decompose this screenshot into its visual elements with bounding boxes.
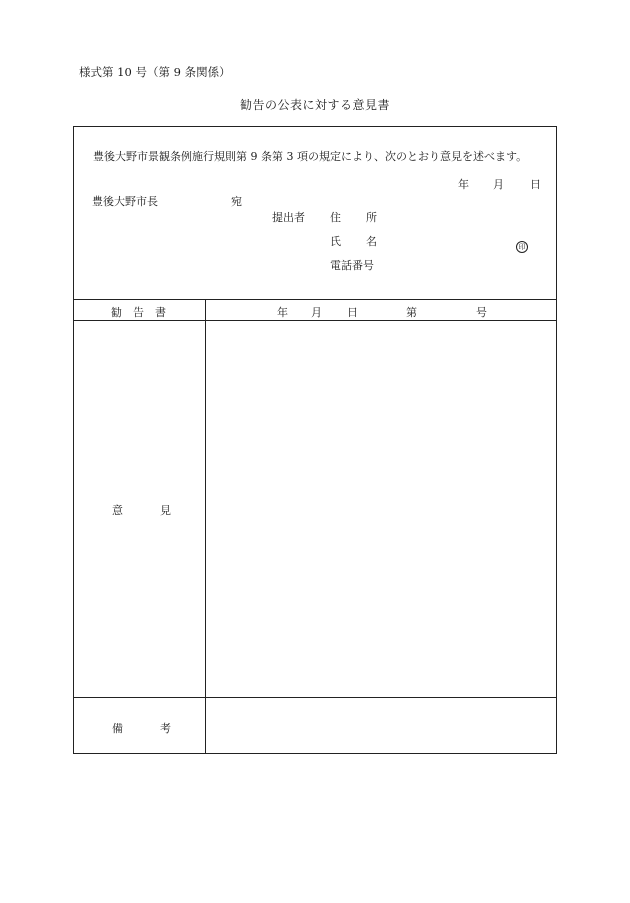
seal-icon: 印 bbox=[516, 241, 528, 253]
remarks-label-2: 考 bbox=[160, 722, 171, 735]
phone-label: 電話番号 bbox=[330, 259, 374, 272]
divider-intro bbox=[74, 299, 556, 300]
date-year: 年 bbox=[458, 178, 469, 191]
addressee: 豊後大野市長 bbox=[92, 195, 158, 208]
date-month: 月 bbox=[493, 178, 504, 191]
recommendation-no-prefix: 第 bbox=[406, 306, 417, 319]
submitter-label: 提出者 bbox=[272, 211, 305, 224]
seal-mark bbox=[516, 234, 528, 253]
opinion-field[interactable] bbox=[206, 321, 557, 697]
intro-statement: 豊後大野市景観条例施行規則第 9 条第 3 項の規定により、次のとおり意見を述べます。 bbox=[93, 150, 528, 163]
recommendation-day: 日 bbox=[347, 306, 358, 319]
recommendation-label-2: 告 bbox=[133, 306, 144, 319]
recommendation-no-suffix: 号 bbox=[476, 306, 487, 319]
remarks-field[interactable] bbox=[206, 698, 557, 754]
recommendation-label-3: 書 bbox=[155, 306, 166, 319]
name-label-1: 氏 bbox=[330, 235, 341, 248]
form-frame bbox=[73, 126, 557, 754]
form-number: 様式第 10 号（第 9 条関係） bbox=[79, 65, 231, 79]
recommendation-month: 月 bbox=[311, 306, 322, 319]
recommendation-year: 年 bbox=[277, 306, 288, 319]
name-label-2: 名 bbox=[366, 235, 377, 248]
document-title: 勧告の公表に対する意見書 bbox=[239, 98, 390, 112]
address-label-2: 所 bbox=[366, 211, 377, 224]
address-label-1: 住 bbox=[330, 211, 341, 224]
remarks-label-1: 備 bbox=[112, 722, 123, 735]
honorific: 宛 bbox=[231, 195, 242, 208]
opinion-label-1: 意 bbox=[112, 504, 123, 517]
date-day: 日 bbox=[530, 178, 541, 191]
opinion-label-2: 見 bbox=[160, 504, 171, 517]
recommendation-label-1: 勧 bbox=[111, 306, 122, 319]
